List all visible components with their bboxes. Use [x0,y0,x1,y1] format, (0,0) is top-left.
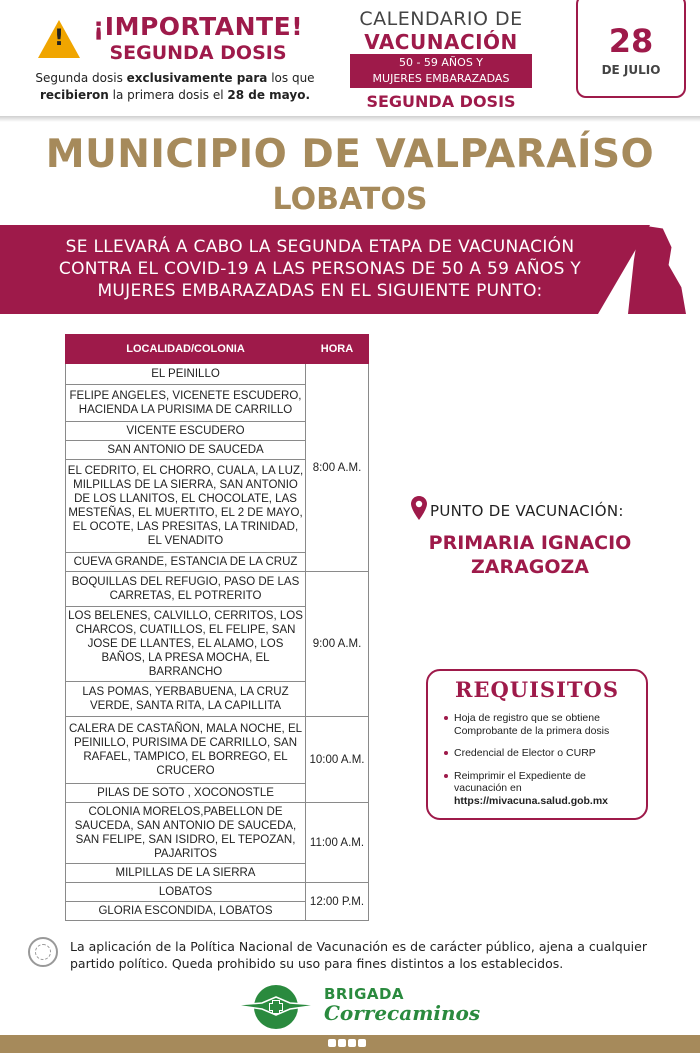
time-cell: 9:00 A.M. [306,572,369,717]
brand-name-line1: BRIGADA [324,985,405,1003]
note-bold-2: recibieron [39,88,109,102]
school-name-line1: PRIMARIA IGNACIO [428,532,632,554]
calendar-title: CALENDARIO DE [359,8,523,30]
facebook-icon[interactable] [328,1039,336,1047]
date-month: DE JULIO [601,63,661,77]
warning-mark: ! [53,26,65,51]
requirement-item-url [444,770,640,808]
time-cell: 11:00 A.M. [306,803,369,883]
calendar-vaccination: VACUNACIÓN [364,30,518,54]
locality-cell: PILAS DE SOTO , XOCONOSTLE [66,784,306,803]
table-row [66,883,369,902]
table-row [66,717,369,784]
calendar-dose: SEGUNDA DOSIS [366,92,516,111]
municipality-title: MUNICIPIO DE VALPARAÍSO [45,132,655,177]
locality-cell: CUEVA GRANDE, ESTANCIA DE LA CRUZ [66,553,306,572]
locality-cell: MILPILLAS DE LA SIERRA [66,864,306,883]
calendar-group-badge [350,54,532,88]
table-row [66,803,369,864]
locality-cell: FELIPE ANGELES, VICENETE ESCUDERO, HACIENDA LA PURISIMA DE CARRILLO [66,385,306,422]
note-bold-1: exclusivamente para [126,71,268,85]
social-icons [328,1039,372,1049]
requirement-text: Reimprimir el Expediente de vacunación en [454,769,586,794]
locality-cell: LAS POMAS, YERBABUENA, LA CRUZ VERDE, SANTA RITA, LA CAPILLITA [66,682,306,717]
announcement-line3: MUJERES EMBARAZADAS EN EL SIGUIENTE PUNTO: [97,281,543,301]
brigada-logo-icon [232,983,320,1031]
school-name-line2: ZARAGOZA [470,556,590,578]
brand-name-line2: Correcaminos [324,1001,481,1025]
locality-cell: COLONIA MORELOS,PABELLON DE SAUCEDA, SAN ANTONIO DE SAUCEDA, SAN FELIPE, SAN ISIDRO, EL TEPOZAN, PAJARITOS [66,803,306,864]
table-row [66,364,369,385]
locality-cell: LOS BELENES, CALVILLO, CERRITOS, LOS CHARCOS, CUATILLOS, EL FELIPE, SAN JOSE DE LLANTES, EL ALAMO, LOS BAÑOS, LA PRESA MOCHA, EL BARRANCHO [66,607,306,682]
schedule-table [65,334,369,921]
locality-cell: GLORIA ESCONDIDA, LOBATOS [66,902,306,921]
locality-cell: EL CEDRITO, EL CHORRO, CUALA, LA LUZ, MILPILLAS DE LA SIERRA, SAN ANTONIO DE LOS LLANITOS, EL CHOCOLATE, LAS MESTEÑAS, EL MUERTITO, EL 2 DE MAYO, EL OCOTE, LAS PRESITAS, LA TRINIDAD, EL VENADITO [66,460,306,553]
important-title: ¡IMPORTANTE! [92,12,304,41]
locality-cell: CALERA DE CASTAÑON, MALA NOCHE, EL PEINILLO, PURISIMA DE CARRILLO, SAN RAFAEL, TAMPICO, EL BORREGO, EL CRUCERO [66,717,306,784]
instagram-icon[interactable] [348,1039,356,1047]
date-day: 28 [608,22,654,60]
time-cell: 8:00 A.M. [306,364,369,572]
legal-disclaimer: La aplicación de la Política Nacional de Vacunación es de carácter público, ajena a cualquier partido político. Queda prohibido su uso para fines distintos a los establecidos. [70,939,647,971]
note-text-2: los que [267,71,315,85]
table-header-row [66,335,369,364]
locality-cell: BOQUILLAS DEL REFUGIO, PASO DE LAS CARRETAS, EL POTRERITO [66,572,306,607]
vaccine-website-link[interactable]: https://mivacuna.salud.gob.mx [454,794,609,807]
note-text-1: Segunda dosis [35,71,127,85]
table-row [66,572,369,607]
time-cell: 10:00 A.M. [306,717,369,803]
government-seal-inner [35,944,51,960]
announcement-line2: CONTRA EL COVID-19 A LAS PERSONAS DE 50 A 59 AÑOS Y [58,259,582,279]
youtube-icon[interactable] [358,1039,366,1047]
requirements-list [444,712,640,817]
announcement-line1: SE LLEVARÁ A CABO LA SEGUNDA ETAPA DE VACUNACIÓN [65,237,575,257]
column-header-time: HORA [306,335,369,364]
calendar-group-line1: 50 - 59 AÑOS Y [398,56,484,69]
column-header-locality: LOCALIDAD/COLONIA [66,335,306,364]
twitter-icon[interactable] [338,1039,346,1047]
second-dose-note [30,70,320,104]
important-subtitle: SEGUNDA DOSIS [109,42,287,64]
note-bold-3: 28 de mayo. [227,88,310,102]
locality-cell: VICENTE ESCUDERO [66,422,306,441]
locality-cell: LOBATOS [66,883,306,902]
announcement-text [20,236,620,302]
calendar-group-line2: MUJERES EMBARAZADAS [372,72,510,85]
locality-title: LOBATOS [272,182,428,217]
vaccination-point-name [410,531,650,579]
header-shadow [0,116,700,122]
requirements-title: REQUISITOS [455,677,619,702]
time-cell: 12:00 P.M. [306,883,369,921]
note-text-3: la primera dosis el [108,88,228,102]
requirement-item: Hoja de registro que se obtiene Comprobante de la primera dosis [444,712,640,737]
locality-cell: SAN ANTONIO DE SAUCEDA [66,441,306,460]
location-pin-icon [411,496,427,520]
requirement-item: Credencial de Elector o CURP [444,747,640,760]
locality-cell: EL PEINILLO [66,364,306,385]
vaccination-point-label: PUNTO DE VACUNACIÓN: [430,502,624,520]
